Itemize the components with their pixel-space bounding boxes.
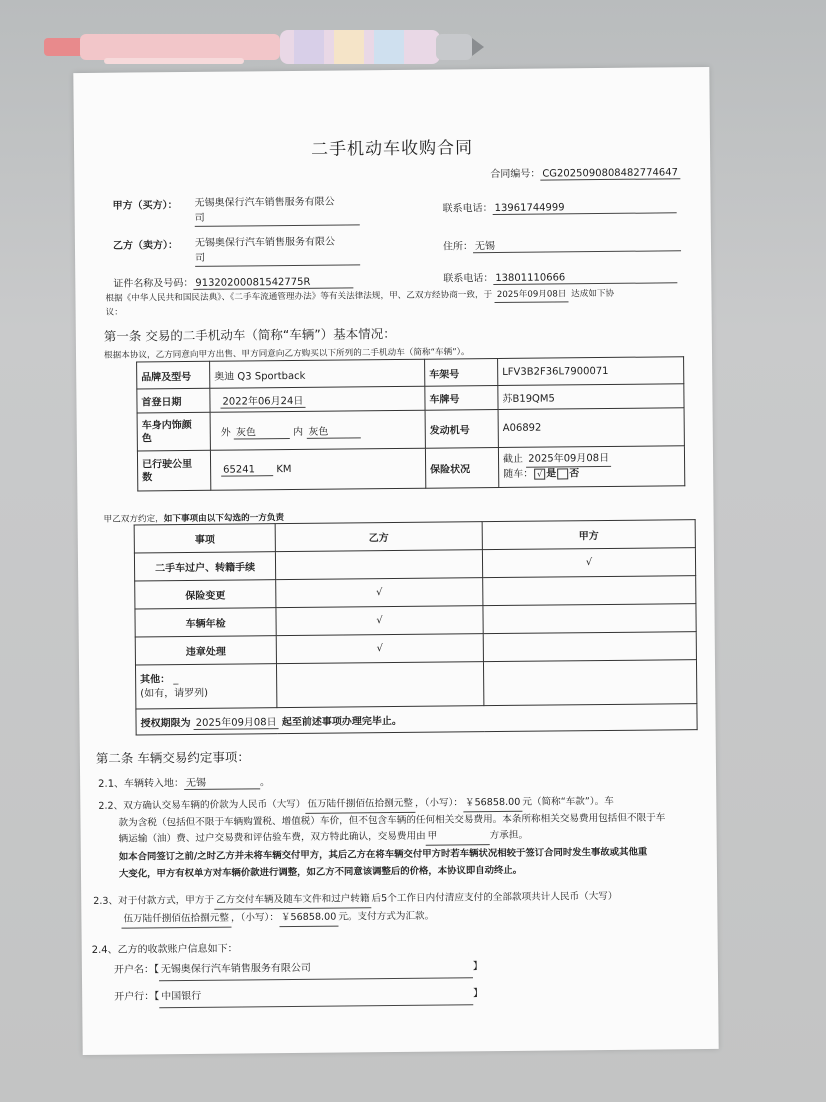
mileage-value: 65241 KM bbox=[210, 448, 425, 490]
clause-2-1: 2.1、车辆转入地： 无锡 。 bbox=[98, 773, 270, 791]
id-number: 证件名称及号码： 91320200081542775R bbox=[113, 272, 353, 290]
pen-photo bbox=[44, 20, 484, 76]
engine-value: A06892 bbox=[498, 408, 684, 448]
engine-label: 发动机号 bbox=[425, 410, 498, 449]
article-2-title: 第二条 车辆交易约定事项： bbox=[95, 749, 250, 766]
insurance-label: 保险状况 bbox=[425, 448, 498, 489]
col-party-b: 乙方 bbox=[275, 522, 482, 552]
insurance-yes-checkbox: √ bbox=[534, 468, 545, 479]
model-value: 奥迪 Q3 Sportback bbox=[210, 359, 425, 388]
contract-title: 二手机动车收购合同 bbox=[310, 138, 474, 160]
vin-value: LFV3B2F36L7900071 bbox=[498, 357, 684, 386]
insurance-value: 截止 2025年09月08日 随车： √ 是 否 bbox=[498, 446, 684, 488]
model-label: 品牌及型号 bbox=[137, 361, 210, 389]
table-row: 违章处理 √ bbox=[135, 632, 696, 665]
col-party-a: 甲方 bbox=[482, 520, 695, 550]
responsibility-intro: 甲乙双方约定，如下事项由以下勾选的一方负责 bbox=[103, 513, 285, 525]
party-a-name: 无锡奥保行汽车销售服务有限公 司 bbox=[194, 194, 359, 227]
clause-2-4: 2.4、乙方的收款账户信息如下： 开户名：【 无锡奥保行汽车销售服务有限公司 】 开户行：【 中国银行 】 bbox=[92, 937, 484, 1009]
party-a-label: 甲方（买方）： bbox=[112, 200, 178, 212]
reg-date-label: 首登日期 bbox=[137, 388, 210, 413]
table-row-other: 其他： _ (如有，请罗列) bbox=[135, 660, 696, 709]
table-row: 二手车过户、转籍手续 √ bbox=[134, 548, 695, 581]
vin-label: 车架号 bbox=[425, 359, 498, 387]
vehicle-info-table bbox=[136, 356, 685, 491]
article-1-intro: 根据本协议，乙方同意向甲方出售、甲方同意向乙方购买以下所列的二手机动车（简称“车辆”）。 bbox=[103, 347, 470, 361]
party-b-name: 无锡奥保行汽车销售服务有限公 司 bbox=[195, 234, 360, 267]
intro-text: 根据《中华人民共和国民法典》、《二手车流通管理办法》等有关法律法规，甲、乙双方经协商一致，于 2025年09月08日 达成如下协 议： bbox=[105, 288, 615, 318]
table-row: 保险变更 √ bbox=[135, 576, 696, 609]
plate-label: 车牌号 bbox=[425, 386, 498, 411]
article-1-title: 第一条 交易的二手机动车（简称“车辆”）基本情况： bbox=[103, 325, 396, 344]
reg-date-value: 2022年06月24日 bbox=[210, 386, 425, 412]
clause-2-2: 2.2、双方确认交易车辆的价款为人民币（大写） 伍万陆仟捌佰伍拾捌元整 ，（小写）： ￥56858.00 元（简称“车款”）。车 款为含税（包括但不限于车辆购置税、增值税）车价，但不包含车辆的任何相关交易费用。本条所称相关交易费用包括但不限于车 辆运输（油）费、过户交易费和评估验车费，双方特此确认，交易费用由 甲 方承担。 bbox=[98, 795, 666, 845]
insurance-no-checkbox bbox=[557, 468, 568, 479]
clause-2-3: 2.3、对于付款方式，甲方于 乙方交付车辆及随车文件和过户转籍 后5个工作日内付清应支付的全部款项共计人民币（大写） 伍万陆仟捌佰伍拾捌元整 ，（小写）： ￥56858.00 元。支付方式为汇款。 bbox=[93, 888, 618, 929]
color-value: 外 灰色 内 灰色 bbox=[210, 410, 425, 450]
party-b-address: 住所： 无锡 bbox=[443, 235, 681, 253]
bold-notice: 如本合同签订之前/之时乙方并未将车辆交付甲方，其后乙方在将车辆交付甲方时若车辆状况相较于签订合同时发生事故或其他重 大变化，甲方有权单方对车辆价款进行调整，如乙方不同意该调整后的价格，本协议即自动终止。 bbox=[118, 846, 648, 880]
account-name: 开户名：【 无锡奥保行汽车销售服务有限公司 】 bbox=[92, 957, 483, 982]
responsibility-table bbox=[134, 519, 698, 735]
party-b-phone: 联系电话： 13801110666 bbox=[443, 267, 677, 285]
contract-number: 合同编号： CG2025090808482774647 bbox=[490, 163, 680, 181]
mileage-label: 已行驶公里 数 bbox=[137, 450, 210, 491]
col-item: 事项 bbox=[134, 524, 275, 553]
deadline-row: 授权期限为 2025年09月08日 起至前述事项办理完毕止。 bbox=[136, 704, 697, 735]
party-b-label: 乙方（卖方）： bbox=[112, 240, 179, 252]
account-bank: 开户行：【 中国银行 】 bbox=[92, 984, 483, 1009]
color-label: 车身内饰颜 色 bbox=[137, 412, 210, 451]
table-row: 车辆年检 √ bbox=[135, 604, 696, 637]
contract-paper bbox=[73, 67, 718, 1055]
party-a-phone: 联系电话： 13961744999 bbox=[443, 197, 677, 215]
plate-value: 苏B19QM5 bbox=[498, 384, 684, 410]
